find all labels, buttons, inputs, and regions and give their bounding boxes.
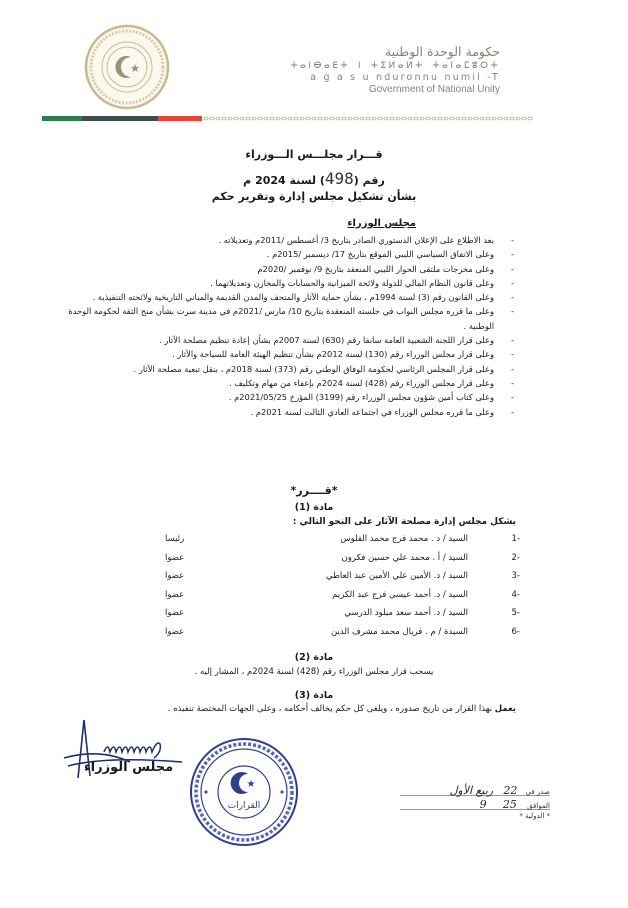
preamble-item-text: وعلى كتاب أمين شؤون مجلس الوزراء رقم (3199) المؤرخ 2021/05/25م . (228, 392, 494, 403)
gregorian-date-line (400, 798, 550, 810)
letterhead-latin: a g a s u nduronnu numil -T (310, 72, 500, 83)
ornament-chain-border (203, 115, 533, 122)
decision-heading: *قــــرر* (290, 484, 338, 497)
preamble-item-text: وعلى القانون رقم (3) لسنة 1994م ، بشأن حماية الآثار والمتحف والمدن القديمة والمباني التاريخية ولائحته التنفيذية . (92, 292, 494, 303)
signatory-label: مجلس الوزراء (84, 760, 174, 775)
preamble-item-text: وعلى مخرجات ملتقى الحوار الليبي المنعقد بتاريخ 9/ نوفمبر /2020م (257, 263, 494, 274)
preamble-item-text: وعلى قرار المجلس الرئاسي لحكومة الوفاق الوطني رقم (373) لسنة 2018م ، بنقل تبعية مصلحة الآثار . (133, 363, 494, 374)
preamble-item (46, 262, 516, 276)
preamble-item (46, 347, 516, 361)
bullet-dash: - (511, 306, 514, 317)
member-role: عضوا (165, 552, 185, 563)
member-row (160, 553, 520, 572)
preamble-item (46, 304, 516, 333)
member-name: السيد / د. الأمين علي الأمين عبد العاطي (326, 571, 468, 581)
member-role: عضوا (165, 608, 185, 618)
member-name: السيد / د. أحمد سعد ميلود الدرسي (344, 608, 468, 618)
member-row (160, 534, 520, 553)
decree-number-prefix: رقم ( (353, 174, 385, 187)
member-name: السيد / د. أحمد عيسى فرج عبد الكريم (332, 589, 468, 600)
handwritten-signature (60, 718, 195, 788)
bullet-dash: - (511, 263, 514, 274)
article-3-text-bold: يعمل (494, 704, 516, 714)
preamble-item (46, 376, 516, 390)
issue-date-block (400, 784, 550, 820)
article-3-text-rest: بهذا القرار من تاريخ صدوره ، ويلغى كل حكم يخالف أحكامه ، وعلى الجهات المختصة تنفيذه . (167, 704, 495, 714)
bullet-dash: - (511, 363, 514, 374)
member-role: عضوا (165, 571, 185, 581)
letterhead-text (291, 44, 500, 95)
member-row (160, 571, 520, 590)
hijri-day: 22 (503, 784, 518, 797)
gregorian-month: 9 (479, 798, 487, 811)
bullet-dash: - (511, 392, 514, 403)
preamble-item-text: وعلى ما قرره مجلس النواب في جلسته المنعقدة بتاريخ 10/ مارس /2021م في مدينة سرت بشأن منح الثقة لحكومة الوحدة الوطنية . (68, 306, 494, 331)
member-number: 3- (511, 571, 520, 581)
bullet-dash: - (511, 377, 514, 388)
preamble-item-text: وعلى قرار اللجنة الشعبية العامة سابقا رقم (630) لسنة 2007م بشأن إعادة تنظيم مصلحة الآثار . (159, 335, 494, 346)
article-1-title: مادة (1) (294, 502, 334, 513)
preamble-item (46, 333, 516, 347)
decree-number-suffix: ) لسنة 2024 م (243, 174, 325, 187)
member-number: 6- (511, 626, 520, 637)
member-row (160, 627, 520, 646)
bullet-dash: - (511, 249, 514, 260)
decree-number: 498 (324, 169, 354, 188)
member-name: السيدة / م . فريال محمد مشرف الدين (331, 626, 468, 637)
member-role: عضوا (165, 626, 185, 637)
bullet-dash: - (511, 406, 514, 417)
preamble-item-text: وعلى ما قرره مجلس الوزراء في اجتماعه العادي الثالث لسنة 2021م . (250, 406, 494, 417)
decree-title: قـــرار مجلـــس الـــوزراء (245, 148, 383, 161)
preamble-heading: مجلس الوزراء (347, 218, 416, 229)
preamble-item-text: وعلى قرار مجلس الوزراء رقم (130) لسنة 2012م بشأن تنظيم الهيئة العامة للسياحة والآثار . (172, 349, 494, 360)
member-row (160, 590, 520, 609)
decree-number-line (0, 169, 628, 188)
member-number: 1- (511, 534, 520, 544)
letterhead-arabic: حكومة الوحدة الوطنية (385, 44, 500, 59)
article-3-text (168, 704, 516, 714)
member-number: 5- (511, 608, 520, 618)
article-2-text: يسحب قرار مجلس الوزراء رقم (428) لسنة 2024م ، المشار إليه . (194, 667, 434, 677)
preamble-item (46, 390, 516, 404)
preamble-item-text: وعلى قرار مجلس الوزراء رقم (428) لسنة 2024م بإعفاء من مهام وتكليف . (228, 377, 494, 388)
flag-stripe-black (82, 116, 158, 121)
bullet-dash: - (511, 277, 514, 288)
bullet-dash: - (511, 349, 514, 360)
hijri-date-line (400, 784, 550, 796)
hijri-month: ربيع الأول (449, 784, 494, 797)
article-3-title: مادة (3) (294, 690, 334, 701)
member-name: السيد / أ . محمد علي حسين فكرون (341, 552, 468, 563)
preamble-item (46, 362, 516, 376)
member-row (160, 608, 520, 627)
official-decisions-seal (188, 736, 300, 848)
issue-footer: * الدولية * (519, 812, 550, 820)
corresponding-label: الموافق (527, 802, 550, 810)
seal-text: القرارات (227, 801, 261, 811)
preamble-list (46, 233, 516, 419)
preamble-item (46, 233, 516, 247)
board-members-list (160, 534, 520, 645)
member-role: عضوا (165, 589, 185, 600)
hijri-label: صدر في (525, 788, 550, 796)
bullet-dash: - (511, 292, 514, 303)
flag-stripe-red (158, 116, 202, 121)
letterhead-tifinagh: ⵜⴰⵏⴱⴰⴹⵜ ⵏ ⵜⵉⵍⴰⵍⵜ ⵜⴰⵏⴰⵎⵓⵔⵜ (290, 61, 500, 71)
letterhead-english: Government of National Unity (368, 84, 500, 95)
gregorian-day: 25 (502, 798, 517, 811)
preamble-item (46, 405, 516, 419)
preamble-item-text: وعلى الاتفاق السياسي الليبي الموقع بتاريخ 17/ ديسمبر /2015م . (266, 249, 494, 260)
member-number: 4- (511, 589, 520, 600)
article-2-title: مادة (2) (294, 652, 334, 663)
preamble-item (46, 276, 516, 290)
member-name: السيد / د . محمد فرج محمد الفلوس (340, 534, 468, 544)
preamble-item (46, 290, 516, 304)
flag-stripe-green (42, 116, 82, 121)
preamble-item-text: وعلى قانون النظام المالي للدولة ولائحة الميزانية والحسابات والمخازن وتعديلاتهما . (210, 277, 494, 288)
article-1-text: يشكل مجلس إدارة مصلحة الآثار على النحو التالي : (292, 517, 516, 527)
preamble-item (46, 247, 516, 261)
bullet-dash: - (511, 235, 514, 245)
bullet-dash: - (511, 335, 514, 346)
government-emblem-seal (84, 24, 170, 110)
member-number: 2- (511, 552, 520, 563)
decree-subject: بشأن تشكيل مجلس إدارة وتقرير حكم (211, 190, 417, 203)
preamble-item-text: بعد الاطلاع على الإعلان الدستوري الصادر بتاريخ 3/ أغسطس /2011م وتعديلاته . (218, 235, 494, 245)
member-role: رئيسا (165, 534, 185, 544)
